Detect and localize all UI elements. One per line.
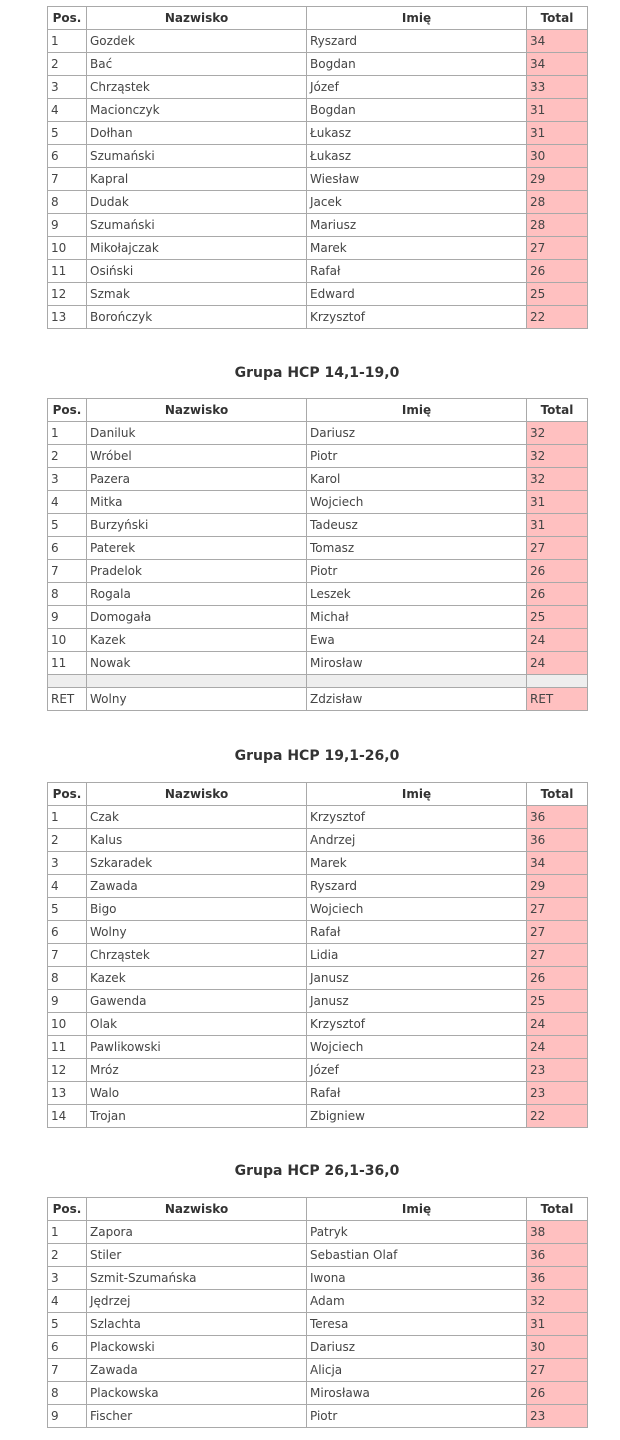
cell-surname: Zapora (87, 1221, 307, 1244)
cell-surname: Szmak (87, 283, 307, 306)
cell-surname: Szumański (87, 214, 307, 237)
cell-total: 29 (527, 168, 588, 191)
table-row (48, 688, 588, 711)
cell-total: 27 (527, 1359, 588, 1382)
cell-pos: 11 (48, 652, 87, 675)
table-row (48, 283, 588, 306)
cell-firstname: Wiesław (307, 168, 527, 191)
cell-firstname: Adam (307, 1290, 527, 1313)
cell-total: 26 (527, 967, 588, 990)
table-row (48, 168, 588, 191)
table-row (48, 1382, 588, 1405)
results-table (47, 1197, 588, 1428)
cell-pos (48, 675, 87, 688)
cell-total: 28 (527, 191, 588, 214)
cell-surname: Chrząstek (87, 944, 307, 967)
table-row (48, 191, 588, 214)
cell-total: 24 (527, 629, 588, 652)
cell-total: 31 (527, 99, 588, 122)
table-row (48, 122, 588, 145)
cell-pos: 4 (48, 875, 87, 898)
cell-surname: Burzyński (87, 514, 307, 537)
cell-surname: Plackowska (87, 1382, 307, 1405)
cell-total: 22 (527, 1105, 588, 1128)
group-title: Grupa HCP 26,1-36,0 (234, 1163, 400, 1179)
cell-firstname: Dariusz (307, 1336, 527, 1359)
cell-total: 27 (527, 944, 588, 967)
cell-pos: 13 (48, 1082, 87, 1105)
header-firstname: Imię (307, 1198, 527, 1221)
table-row (48, 990, 588, 1013)
table-header-row (48, 783, 588, 806)
results-table (47, 398, 588, 711)
cell-surname: Nowak (87, 652, 307, 675)
cell-pos: 1 (48, 806, 87, 829)
cell-firstname: Mirosław (307, 652, 527, 675)
cell-pos: 9 (48, 1405, 87, 1428)
cell-firstname: Józef (307, 76, 527, 99)
cell-total: 25 (527, 283, 588, 306)
table-row (48, 237, 588, 260)
cell-surname: Bigo (87, 898, 307, 921)
table-row (48, 583, 588, 606)
cell-pos: 1 (48, 30, 87, 53)
cell-total: 36 (527, 829, 588, 852)
table-row (48, 1336, 588, 1359)
cell-firstname: Rafał (307, 1082, 527, 1105)
table-row (48, 852, 588, 875)
cell-firstname: Tadeusz (307, 514, 527, 537)
cell-pos: 7 (48, 944, 87, 967)
cell-pos: 6 (48, 1336, 87, 1359)
cell-firstname: Zbigniew (307, 1105, 527, 1128)
header-surname: Nazwisko (87, 1198, 307, 1221)
table-row (48, 629, 588, 652)
table-row (48, 1036, 588, 1059)
cell-total: 24 (527, 1013, 588, 1036)
cell-firstname: Rafał (307, 260, 527, 283)
cell-firstname: Bogdan (307, 53, 527, 76)
cell-surname: Domogała (87, 606, 307, 629)
cell-firstname: Wojciech (307, 898, 527, 921)
cell-surname: Pawlikowski (87, 1036, 307, 1059)
cell-firstname: Andrzej (307, 829, 527, 852)
header-total: Total (527, 1198, 588, 1221)
header-firstname: Imię (307, 399, 527, 422)
header-surname: Nazwisko (87, 399, 307, 422)
cell-total: 31 (527, 514, 588, 537)
cell-pos: 8 (48, 967, 87, 990)
table-row (48, 652, 588, 675)
table-header-row (48, 1198, 588, 1221)
cell-surname: Rogala (87, 583, 307, 606)
cell-firstname: Dariusz (307, 422, 527, 445)
cell-firstname: Rafał (307, 921, 527, 944)
cell-firstname: Krzysztof (307, 306, 527, 329)
table-row (48, 214, 588, 237)
cell-pos: 10 (48, 237, 87, 260)
cell-surname: Macionczyk (87, 99, 307, 122)
table-row (48, 967, 588, 990)
cell-firstname: Ryszard (307, 30, 527, 53)
cell-pos: 2 (48, 53, 87, 76)
cell-total: 27 (527, 921, 588, 944)
cell-total: 24 (527, 1036, 588, 1059)
table-row (48, 1405, 588, 1428)
table-row (48, 944, 588, 967)
table-row (48, 1267, 588, 1290)
table-row (48, 1359, 588, 1382)
cell-pos: 6 (48, 921, 87, 944)
cell-surname: Jędrzej (87, 1290, 307, 1313)
table-row (48, 1013, 588, 1036)
table-row (48, 145, 588, 168)
cell-total: 27 (527, 898, 588, 921)
cell-surname: Szmit-Szumańska (87, 1267, 307, 1290)
cell-total: 28 (527, 214, 588, 237)
cell-surname: Szkaradek (87, 852, 307, 875)
cell-pos: 9 (48, 214, 87, 237)
table-row (48, 260, 588, 283)
cell-firstname: Iwona (307, 1267, 527, 1290)
cell-firstname: Piotr (307, 560, 527, 583)
cell-total: 38 (527, 1221, 588, 1244)
table-row (48, 491, 588, 514)
cell-firstname: Karol (307, 468, 527, 491)
cell-surname: Kapral (87, 168, 307, 191)
cell-firstname: Bogdan (307, 99, 527, 122)
cell-total: 36 (527, 1244, 588, 1267)
cell-total: RET (527, 688, 588, 711)
cell-surname: Pazera (87, 468, 307, 491)
cell-total: 25 (527, 606, 588, 629)
table-row (48, 445, 588, 468)
cell-surname: Paterek (87, 537, 307, 560)
cell-pos: 3 (48, 1267, 87, 1290)
cell-firstname (307, 675, 527, 688)
table-row (48, 1105, 588, 1128)
table-row (48, 921, 588, 944)
cell-pos: 3 (48, 76, 87, 99)
table-row (48, 514, 588, 537)
cell-surname: Bać (87, 53, 307, 76)
table-row (48, 1059, 588, 1082)
cell-firstname: Łukasz (307, 145, 527, 168)
table-header-row (48, 399, 588, 422)
table-row (48, 422, 588, 445)
table-row (48, 560, 588, 583)
cell-pos: RET (48, 688, 87, 711)
cell-total: 33 (527, 76, 588, 99)
cell-total: 31 (527, 1313, 588, 1336)
cell-total: 25 (527, 990, 588, 1013)
cell-surname: Gozdek (87, 30, 307, 53)
cell-pos: 1 (48, 1221, 87, 1244)
cell-pos: 3 (48, 852, 87, 875)
cell-pos: 6 (48, 537, 87, 560)
header-surname: Nazwisko (87, 783, 307, 806)
cell-firstname: Marek (307, 852, 527, 875)
cell-pos: 7 (48, 1359, 87, 1382)
cell-pos: 11 (48, 1036, 87, 1059)
cell-firstname: Krzysztof (307, 806, 527, 829)
table-row (48, 875, 588, 898)
cell-firstname: Krzysztof (307, 1013, 527, 1036)
cell-firstname: Alicja (307, 1359, 527, 1382)
cell-surname: Osiński (87, 260, 307, 283)
cell-total: 23 (527, 1405, 588, 1428)
cell-firstname: Łukasz (307, 122, 527, 145)
cell-surname: Pradelok (87, 560, 307, 583)
cell-firstname: Sebastian Olaf (307, 1244, 527, 1267)
cell-total: 26 (527, 583, 588, 606)
cell-firstname: Tomasz (307, 537, 527, 560)
cell-firstname: Teresa (307, 1313, 527, 1336)
cell-firstname: Jacek (307, 191, 527, 214)
table-row (48, 829, 588, 852)
cell-firstname: Piotr (307, 445, 527, 468)
table-row (48, 606, 588, 629)
cell-pos: 13 (48, 306, 87, 329)
cell-surname: Dołhan (87, 122, 307, 145)
cell-surname: Mróz (87, 1059, 307, 1082)
cell-total: 36 (527, 806, 588, 829)
cell-pos: 12 (48, 1059, 87, 1082)
header-pos: Pos. (48, 1198, 87, 1221)
cell-surname: Zawada (87, 875, 307, 898)
cell-surname: Gawenda (87, 990, 307, 1013)
cell-surname: Walo (87, 1082, 307, 1105)
cell-surname: Trojan (87, 1105, 307, 1128)
table-row (48, 30, 588, 53)
cell-total: 26 (527, 560, 588, 583)
cell-surname: Szumański (87, 145, 307, 168)
cell-surname: Zawada (87, 1359, 307, 1382)
cell-pos: 5 (48, 898, 87, 921)
cell-surname: Wolny (87, 921, 307, 944)
cell-surname: Dudak (87, 191, 307, 214)
header-pos: Pos. (48, 783, 87, 806)
group-title: Grupa HCP 14,1-19,0 (234, 365, 400, 381)
cell-pos: 11 (48, 260, 87, 283)
cell-surname: Wolny (87, 688, 307, 711)
cell-total: 32 (527, 1290, 588, 1313)
cell-surname: Daniluk (87, 422, 307, 445)
cell-total: 27 (527, 537, 588, 560)
header-total: Total (527, 399, 588, 422)
cell-surname: Mitka (87, 491, 307, 514)
cell-total: 34 (527, 852, 588, 875)
cell-surname: Plackowski (87, 1336, 307, 1359)
cell-surname: Kalus (87, 829, 307, 852)
table-row (48, 99, 588, 122)
cell-firstname: Mariusz (307, 214, 527, 237)
cell-total: 26 (527, 260, 588, 283)
cell-pos: 2 (48, 445, 87, 468)
cell-total (527, 675, 588, 688)
table-row (48, 806, 588, 829)
cell-firstname: Ewa (307, 629, 527, 652)
table-row (48, 306, 588, 329)
cell-surname: Kazek (87, 629, 307, 652)
cell-pos: 3 (48, 468, 87, 491)
cell-surname (87, 675, 307, 688)
cell-surname: Mikołajczak (87, 237, 307, 260)
table-row (48, 898, 588, 921)
cell-firstname: Wojciech (307, 491, 527, 514)
cell-firstname: Piotr (307, 1405, 527, 1428)
cell-surname: Olak (87, 1013, 307, 1036)
cell-pos: 8 (48, 1382, 87, 1405)
cell-firstname: Wojciech (307, 1036, 527, 1059)
cell-total: 26 (527, 1382, 588, 1405)
cell-pos: 5 (48, 122, 87, 145)
cell-firstname: Janusz (307, 990, 527, 1013)
table-row (48, 53, 588, 76)
cell-pos: 4 (48, 491, 87, 514)
cell-total: 34 (527, 30, 588, 53)
cell-pos: 10 (48, 629, 87, 652)
cell-firstname: Janusz (307, 967, 527, 990)
cell-pos: 12 (48, 283, 87, 306)
cell-total: 22 (527, 306, 588, 329)
cell-surname: Kazek (87, 967, 307, 990)
cell-total: 30 (527, 145, 588, 168)
header-firstname: Imię (307, 783, 527, 806)
cell-pos: 9 (48, 606, 87, 629)
cell-pos: 6 (48, 145, 87, 168)
cell-surname: Chrząstek (87, 76, 307, 99)
header-firstname: Imię (307, 7, 527, 30)
spacer-row (48, 675, 588, 688)
cell-firstname: Mirosława (307, 1382, 527, 1405)
cell-pos: 5 (48, 1313, 87, 1336)
cell-pos: 8 (48, 583, 87, 606)
cell-pos: 4 (48, 1290, 87, 1313)
table-row (48, 76, 588, 99)
cell-pos: 7 (48, 560, 87, 583)
table-row (48, 1313, 588, 1336)
table-row (48, 537, 588, 560)
cell-pos: 1 (48, 422, 87, 445)
cell-pos: 14 (48, 1105, 87, 1128)
cell-total: 34 (527, 53, 588, 76)
table-row (48, 1082, 588, 1105)
results-table (47, 6, 588, 329)
cell-firstname: Józef (307, 1059, 527, 1082)
cell-total: 31 (527, 122, 588, 145)
cell-total: 30 (527, 1336, 588, 1359)
cell-total: 32 (527, 422, 588, 445)
cell-total: 32 (527, 468, 588, 491)
cell-pos: 8 (48, 191, 87, 214)
cell-firstname: Lidia (307, 944, 527, 967)
header-surname: Nazwisko (87, 7, 307, 30)
cell-total: 23 (527, 1059, 588, 1082)
cell-firstname: Leszek (307, 583, 527, 606)
cell-surname: Czak (87, 806, 307, 829)
cell-firstname: Patryk (307, 1221, 527, 1244)
cell-firstname: Marek (307, 237, 527, 260)
cell-surname: Stiler (87, 1244, 307, 1267)
cell-pos: 9 (48, 990, 87, 1013)
header-total: Total (527, 7, 588, 30)
cell-total: 32 (527, 445, 588, 468)
cell-pos: 5 (48, 514, 87, 537)
cell-pos: 2 (48, 1244, 87, 1267)
table-row (48, 1244, 588, 1267)
cell-pos: 7 (48, 168, 87, 191)
cell-pos: 10 (48, 1013, 87, 1036)
cell-pos: 2 (48, 829, 87, 852)
cell-surname: Borończyk (87, 306, 307, 329)
cell-total: 23 (527, 1082, 588, 1105)
cell-firstname: Edward (307, 283, 527, 306)
table-row (48, 1221, 588, 1244)
header-pos: Pos. (48, 399, 87, 422)
cell-total: 29 (527, 875, 588, 898)
header-total: Total (527, 783, 588, 806)
cell-firstname: Michał (307, 606, 527, 629)
cell-surname: Wróbel (87, 445, 307, 468)
cell-surname: Fischer (87, 1405, 307, 1428)
cell-total: 36 (527, 1267, 588, 1290)
group-title: Grupa HCP 19,1-26,0 (234, 748, 400, 764)
cell-pos: 4 (48, 99, 87, 122)
table-header-row (48, 7, 588, 30)
cell-total: 24 (527, 652, 588, 675)
cell-firstname: Ryszard (307, 875, 527, 898)
cell-surname: Szlachta (87, 1313, 307, 1336)
cell-total: 31 (527, 491, 588, 514)
table-row (48, 1290, 588, 1313)
results-table (47, 782, 588, 1128)
cell-total: 27 (527, 237, 588, 260)
table-row (48, 468, 588, 491)
cell-firstname: Zdzisław (307, 688, 527, 711)
header-pos: Pos. (48, 7, 87, 30)
